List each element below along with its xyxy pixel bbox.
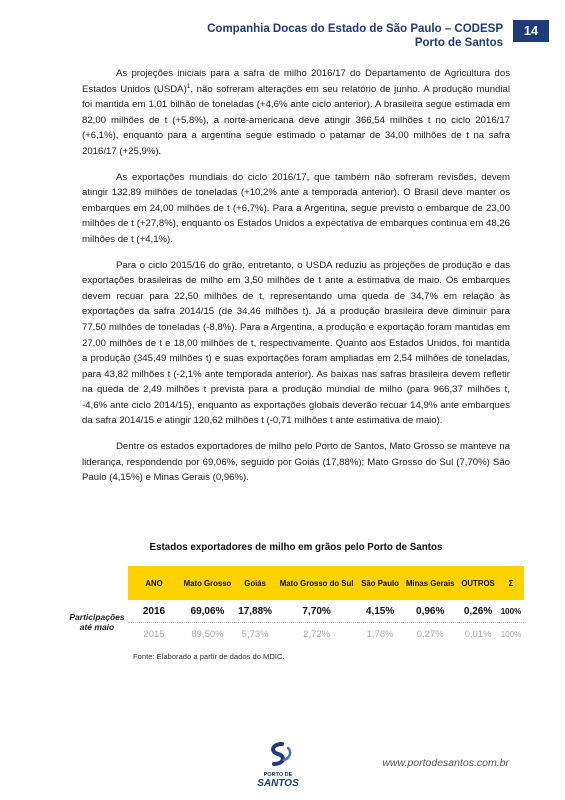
header-cell: Σ xyxy=(498,566,524,600)
table-row xyxy=(128,600,524,623)
table-source-note: Fonte: Elaborado a partir de dados do MDIC. xyxy=(133,652,285,661)
table-cell: 1,78% xyxy=(366,628,394,640)
header-cell: Mato Grosso xyxy=(180,566,235,600)
table-side-label: Participações até maio xyxy=(69,612,125,632)
body-text xyxy=(82,66,510,496)
table-cell: 2015 xyxy=(143,628,165,640)
header-cell: Goiás xyxy=(235,566,275,600)
table-header-row xyxy=(128,566,524,600)
website-link[interactable]: www.portodesantos.com.br xyxy=(382,757,509,769)
svg-text:SANTOS: SANTOS xyxy=(257,778,299,789)
organization-name: Companhia Docas do Estado de São Paulo – CODESP xyxy=(207,23,503,35)
table-title: Estados exportadores de milho em grãos pelo Porto de Santos xyxy=(149,542,443,553)
header-cell: Mato Grosso do Sul xyxy=(275,566,358,600)
location-name: Porto de Santos xyxy=(414,37,503,49)
table-cell: 5,73% xyxy=(241,628,269,640)
paragraph: Dentre os estados exportadores de milho pelo Porto de Santos, Mato Grosso se manteve na liderança, respondendo por 69,06%, seguido por Goiás (17,88%); Mato Grosso do Sul (7,70%) São Paulo (4,15%) e Minas Gerais (0,96%). xyxy=(82,441,510,484)
header-cell: São Paulo xyxy=(358,566,402,600)
table-cell: 17,88% xyxy=(235,600,275,623)
footnote-marker[interactable]: 1 xyxy=(186,82,191,90)
table-cell: 0,96% xyxy=(402,600,458,623)
porto-de-santos-logo xyxy=(248,740,308,790)
table-cell: 2016 xyxy=(128,600,180,623)
table-cell: 100% xyxy=(498,600,524,623)
paragraph: As exportações mundiais do ciclo 2016/17, que também não sofreram revisões, devem atingir 132,89 milhões de toneladas (+10,2% ante a temporada anterior). O Brasil deve manter os embarques em 24,00 milhões de t (+6,7%). Para a Argentina, segue previsto o embarque de 23,00 milhões de t (+27,8%), enquanto os Estados Unidos a expectativa de embarques continua em 48,26 milhões de t (+4,1%). xyxy=(82,171,510,245)
table-cell: 7,70% xyxy=(275,600,358,623)
table-cell: 0,26% xyxy=(458,600,498,623)
table-cell: 2,72% xyxy=(303,628,331,640)
page-header xyxy=(207,22,503,50)
table-cell: 89,50% xyxy=(191,628,224,640)
table-row xyxy=(128,623,524,646)
header-cell: ANO xyxy=(128,566,180,600)
table-cell: 69,06% xyxy=(180,600,235,623)
page-number: 14 xyxy=(513,20,549,42)
table-cell: 0,01% xyxy=(464,628,492,640)
paragraph: Para o ciclo 2015/16 do grão, entretanto, o USDA reduziu as projeções de produção e das exportações brasileiras de milho em 3,50 milhões de t ante a estimativa de maio. Os embarques devem recuar para 22,50 milhões de t, representando uma queda de 34,7% em relação às exportações da safra 2014/15 (de 34,46 milhões t). Já a produção brasileira deve diminuir para 77,50 milhões de toneladas (-8,8%). Para a Argentina, a produção e exportação foram mantidas em 27,00 milhões de t e 18,00 milhões de t, respectivamente. Quanto aos Estados Unidos, foi mantida a produção (345,49 milhões t) e suas exportações foram ampliadas em 2,54 milhões de toneladas, para 43,82 milhões t (-2,1% ante temporada anterior). As baixas nas safras brasileira devem refletir na queda de 2,49 milhões t prevista para a produção mundial de milho (para 966,37 milhões t, -4,6% ante ciclo 2014/15), enquanto as exportações globais deverão recuar 14,9% ante embarques da safra 2014/15 e atingir 120,62 milhões t (-0,71 milhões t ante estimativa de maio). xyxy=(82,259,510,427)
header-cell: OUTROS xyxy=(458,566,498,600)
table-cell: 100% xyxy=(500,629,522,639)
header-cell: Minas Gerais xyxy=(402,566,458,600)
table-cell: 4,15% xyxy=(358,600,402,623)
table-cell: 0,27% xyxy=(416,628,444,640)
exports-table xyxy=(128,566,524,645)
paragraph: As projeções iniciais para a safra de milho 2016/17 do Departamento de Agricultura dos Estados Unidos (USDA)$^1$, não sofreram alterações em seu relatório de junho. A produção mundial foi mantida em 1,01 bilhão de toneladas (+4,6% ante ciclo anterior). A brasileira segue estimada em 82,00 milhões de t (+5,8%), a norte-americana deve atingir 366,54 milhões t no ciclo 2016/17 (+6,1%), enquanto para a argentina segue estimado o patamar de 34,00 milhões de t na safra 2016/17 (+25,9%). xyxy=(82,68,510,157)
svg-text:PORTO DE: PORTO DE xyxy=(263,772,293,778)
